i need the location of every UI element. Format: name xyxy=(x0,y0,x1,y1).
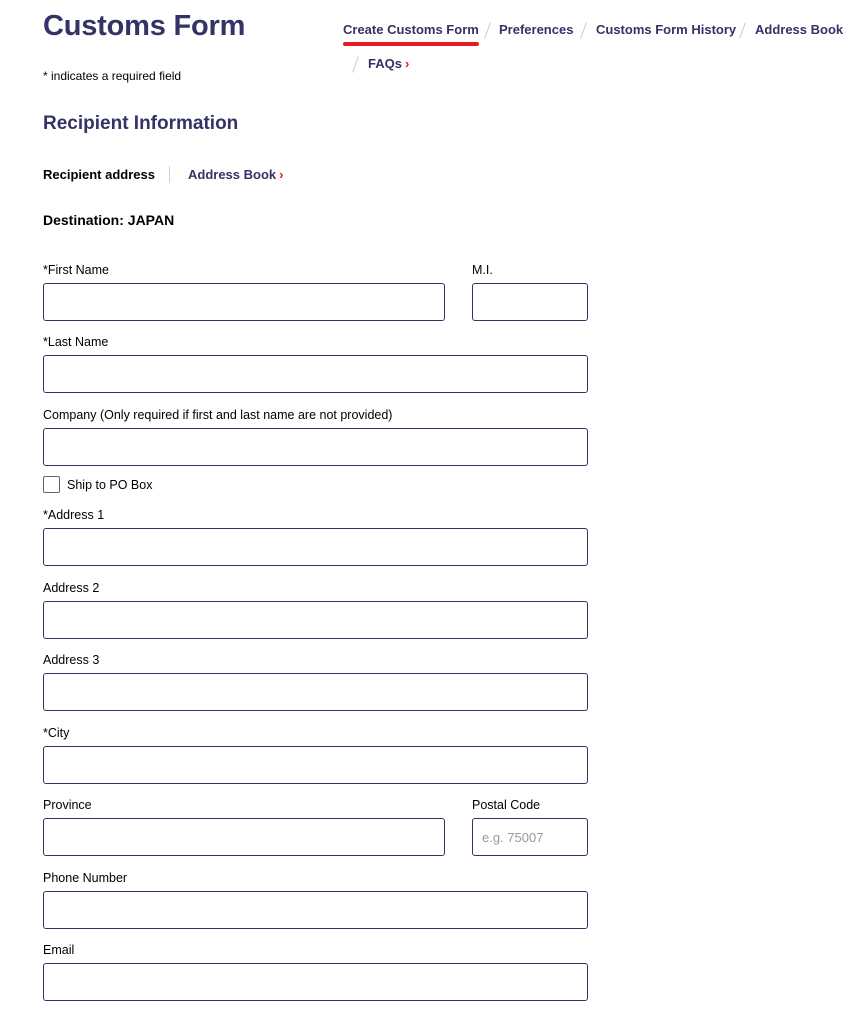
postal-code-label: Postal Code xyxy=(472,798,541,812)
phone-label: Phone Number xyxy=(43,871,128,885)
mi-input[interactable] xyxy=(472,283,588,321)
phone-input[interactable] xyxy=(43,891,588,929)
last-name-label: *Last Name xyxy=(43,335,109,349)
province-label: Province xyxy=(43,798,92,812)
last-name-input[interactable] xyxy=(43,355,588,393)
nav-customs-form-history[interactable]: Customs Form History xyxy=(596,22,737,37)
nav-address-book[interactable]: Address Book xyxy=(755,22,844,37)
province-input[interactable] xyxy=(43,818,445,856)
ship-to-po-box-label: Ship to PO Box xyxy=(67,478,153,492)
section-title-recipient: Recipient Information xyxy=(43,113,239,134)
first-name-label: *First Name xyxy=(43,263,109,277)
divider xyxy=(169,166,170,183)
company-input[interactable] xyxy=(43,428,588,466)
address2-input[interactable] xyxy=(43,601,588,639)
nav-faqs[interactable] xyxy=(368,56,409,71)
nav-preferences[interactable]: Preferences xyxy=(499,22,574,37)
city-label: *City xyxy=(43,726,70,740)
email-label: Email xyxy=(43,943,75,957)
address2-label: Address 2 xyxy=(43,581,100,595)
ship-to-po-box-checkbox[interactable] xyxy=(43,476,60,493)
postal-code-input[interactable] xyxy=(472,818,588,856)
nav-create-customs-form[interactable]: Create Customs Form xyxy=(343,22,479,37)
address-book-label: Address Book xyxy=(188,167,277,182)
recipient-address-label: Recipient address xyxy=(43,167,155,182)
nav-faqs-label: FAQs xyxy=(368,56,402,71)
recipient-address-book-link[interactable] xyxy=(188,167,283,182)
nav-separator xyxy=(580,22,587,38)
required-field-note: * indicates a required field xyxy=(43,69,182,83)
address1-input[interactable] xyxy=(43,528,588,566)
first-name-input[interactable] xyxy=(43,283,445,321)
chevron-right-icon: › xyxy=(279,167,284,182)
chevron-right-icon: › xyxy=(404,56,410,71)
city-input[interactable] xyxy=(43,746,588,784)
address3-label: Address 3 xyxy=(43,653,100,667)
nav-separator xyxy=(352,56,359,72)
page-title: Customs Form xyxy=(43,10,246,42)
address3-input[interactable] xyxy=(43,673,588,711)
nav-separator xyxy=(484,22,491,38)
destination-label: Destination: JAPAN xyxy=(43,212,175,228)
email-input[interactable] xyxy=(43,963,588,1001)
address1-label: *Address 1 xyxy=(43,508,105,522)
nav-separator xyxy=(739,22,746,38)
company-label: Company (Only required if first and last name are not provided) xyxy=(43,408,393,422)
mi-label: M.I. xyxy=(472,263,493,277)
